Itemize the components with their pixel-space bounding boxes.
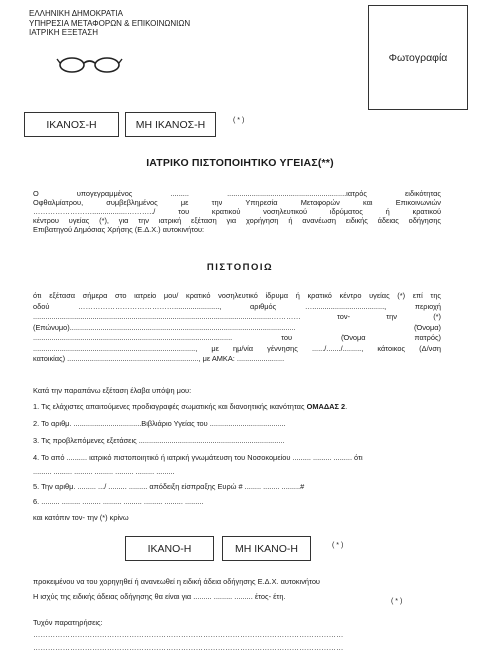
exam-item-4: 4. Το από .......... ιατρικό πιστοποιητικό ή ιατρική γνωμάτευση του Νοσοκομείου ......... ......... ......... ότι — [33, 453, 363, 462]
remarks-label: Τυχόν παρατηρήσεις: — [33, 618, 103, 627]
intro-line: Επιβατηγού Δημόσιας Χρήσης (Ε.Δ.Χ.) αυτοκινήτου: — [33, 225, 205, 234]
header-line-state: ΕΛΛΗΝΙΚΗ ΔΗΜΟΚΡΑΤΙΑ — [29, 9, 123, 18]
unfit-label: ΜΗ ΙΚΑΝΟ-Η — [235, 542, 298, 555]
exam-item-4-cont: ......... ......... ......... ......... ......... ......... ......... — [33, 467, 175, 476]
header-line-exam: ΙΑΤΡΙΚΗ ΕΞΕΤΑΣΗ — [29, 28, 98, 37]
certify-line: ....................................................................................................................………… τον- την (*) — [33, 312, 441, 321]
exam-item-1-tail: . — [345, 402, 348, 411]
certify-line: ότι εξέτασα σήμερα στο ιατρείο μου/ κρατικό νοσηλευτικό ίδρυμα ή κρατικό κέντρο υγείας (*) επί της — [33, 291, 441, 300]
intro-line: κέντρου υγείας (*), για την ιατρική εξέταση για χορήγηση ή ανανέωση ειδικής άδειας οδήγησης — [33, 216, 441, 225]
exam-intro: Κατά την παραπάνω εξέταση έλαβα υπόψη μου: — [33, 386, 192, 395]
footnote-marker-top: ( * ) — [233, 117, 245, 124]
exam-item-6: 6. ......... ......... ......... ......... ......... ......... ......... ......... — [33, 497, 204, 506]
remarks-field-line-1[interactable]: ……………………………………………………………………………………………………………… — [33, 630, 344, 639]
glasses-logo-icon — [56, 50, 126, 74]
exam-item-3: 3. Τις προβλεπόμενες εξετάσεις ....................................................................... — [33, 436, 285, 445]
exam-item-2: 2. Το αριθμ. .................................Βιβλιάριο Υγείας του ..................................... — [33, 419, 286, 428]
intro-line: …………………….................………../ του κρατικού νοσηλευτικού ιδρύματος ή κρατικού — [33, 207, 441, 216]
photo-label: Φωτογραφία — [388, 51, 448, 64]
group-label: ΟΜΑΔΑΣ 2 — [306, 402, 346, 411]
purpose-line: προκειμένου να του χορηγηθεί ή ανανεωθεί η ειδική άδεια οδήγησης Ε.Δ.Χ. αυτοκινήτου — [33, 577, 320, 586]
exam-item-5: 5. Την αριθμ. ......... .../ ......... ......... απόδειξη είσπραξης Ευρώ # ........ ........ .........# — [33, 482, 305, 491]
certify-heading: ΠΙΣΤΟΠΟΙΩ — [206, 262, 274, 273]
footnote-marker-bottom: ( * ) — [332, 542, 344, 549]
validity-line: Η ισχύς της ειδικής άδειας οδήγησης θα είναι για ......... ......... ......... έτος- έτη. — [33, 592, 286, 601]
certify-line: ..............................................................................., με ημ/νία γέννησης ....../......./........., κάτοικος (Δ/νση — [33, 343, 441, 353]
intro-line: Οφθαλμίατρου, συμβεβλημένος με την Υπηρεσία Μεταφορών και Επικοινωνιών — [33, 198, 441, 207]
footnote-marker-validity: ( * ) — [391, 598, 403, 605]
certify-line: ................................................................................................. του (Όνομα πατρός) — [33, 333, 441, 342]
fit-checkbox-bottom[interactable] — [125, 536, 214, 561]
certify-line: (Επώνυμο).............................................................................................................. (Όνομα) — [33, 322, 441, 332]
header-line-service: ΥΠΗΡΕΣΙΑ ΜΕΤΑΦΟΡΩΝ & ΕΠΙΚΟΙΝΩΝΙΩΝ — [29, 18, 191, 28]
unfit-label: ΜΗ ΙΚΑΝΟΣ-Η — [135, 118, 206, 131]
conclusion-line: και κατόπιν τον- την (*) κρίνω — [33, 513, 129, 522]
fit-label: ΙΚΑΝΟΣ-Η — [46, 118, 97, 131]
issuer-header — [29, 9, 190, 38]
intro-paragraph — [33, 189, 441, 234]
certify-line: οδού …………………………………......................, αριθμός …..................................., περιοχή — [33, 301, 441, 311]
document-title: ΙΑΤΡΙΚΟ ΠΙΣΤΟΠΟΙΗΤΙΚΟ ΥΓΕΙΑΣ(**) — [146, 157, 334, 169]
remarks-field-line-2[interactable]: ……………………………………………………………………………………………………………… — [33, 643, 344, 652]
unfit-checkbox-top[interactable] — [125, 112, 216, 137]
fit-label: ΙΚΑΝΟ-Η — [147, 542, 192, 555]
exam-item-1-text: 1. Τις ελάχιστες απαιτούμενες προδιαγραφές σωματικής και διανοητικής ικανότητας — [33, 402, 307, 411]
exam-item-1 — [33, 402, 347, 411]
certify-line: κατοικίας) ................................................................, με ΑΜΚΑ: ....................... — [33, 354, 285, 363]
intro-line: Ο υπογεγραμμένος ......... ..........................................................ιατρός ειδικότητας — [33, 189, 441, 198]
fit-checkbox-top[interactable] — [24, 112, 119, 137]
certify-paragraph — [33, 291, 441, 365]
photo-placeholder — [368, 5, 468, 110]
unfit-checkbox-bottom[interactable] — [222, 536, 311, 561]
